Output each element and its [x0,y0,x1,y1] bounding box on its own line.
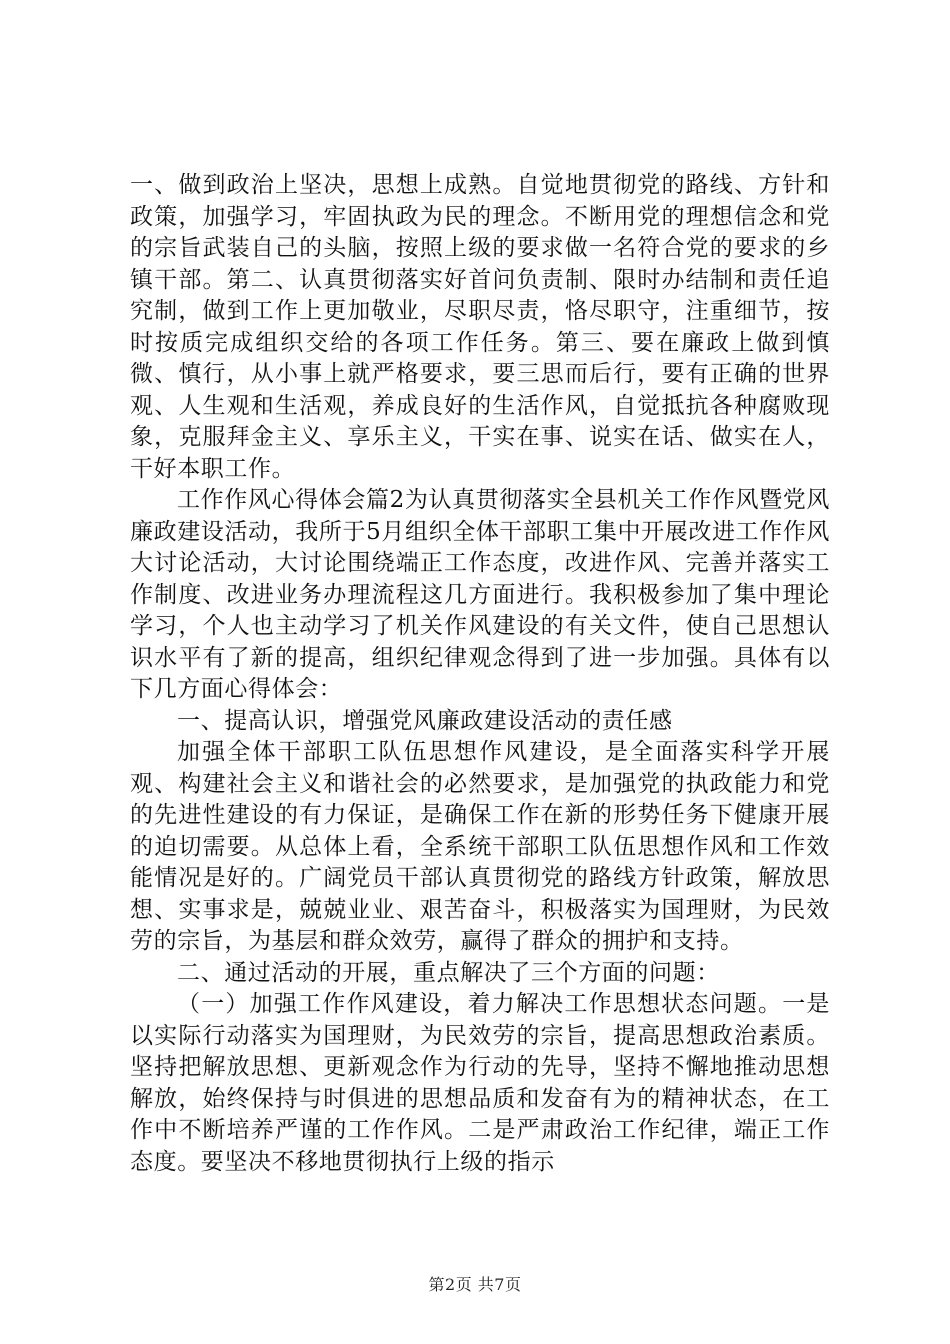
document-body [130,170,830,1178]
section-heading-2: 二、通过活动的开展，重点解决了三个方面的问题： [177,959,720,986]
page-number-footer: 第2页 共7页 [428,1275,522,1294]
section-heading-1: 一、提高认识，增强党风廉政建设活动的责任感 [177,707,673,734]
paragraph-1: 一、做到政治上坚决，思想上成熟。自觉地贯彻党的路线、方针和政策，加强学习，牢固执政为民的理念。不断用党的理想信念和党的宗旨武装自己的头脑，按照上级的要求做一名符合党的要求的乡镇干部。第二、认真贯彻落实好首问负责制、限时办结制和责任追究制，做到工作上更加敬业，尽职尽责，恪尽职守，注重细节，按时按质完成组织交给的各项工作任务。第三、要在廉政上做到慎微、慎行，从小事上就严格要求，要三思而后行，要有正确的世界观、人生观和生活观，养成良好的生活作风，自觉抵抗各种腐败现象，克服拜金主义、享乐主义，干实在事、说实在话、做实在人，干好本职工作。 [130,172,830,482]
paragraph-3: 加强全体干部职工队伍思想作风建设，是全面落实科学开展观、构建社会主义和谐社会的必然要求，是加强党的执政能力和党的先进性建设的有力保证，是确保工作在新的形势任务下健康开展的迫切需要。从总体上看，全系统干部职工队伍思想作风和工作效能情况是好的。广阔党员干部认真贯彻党的路线方针政策，解放思想、实事求是，兢兢业业、艰苦奋斗，积极落实为国理财，为民效劳的宗旨，为基层和群众效劳，赢得了群众的拥护和支持。 [130,739,830,954]
paragraph-4: （一）加强工作作风建设，着力解决工作思想状态问题。一是以实际行动落实为国理财，为民效劳的宗旨，提高思想政治素质。坚持把解放思想、更新观念作为行动的先导，坚持不懈地推动思想解放，始终保持与时俱进的思想品质和发奋有为的精神状态，在工作中不断培养严谨的工作作风。二是严肃政治工作纪律，端正工作态度。要坚决不移地贯彻执行上级的指示 [130,991,830,1175]
paragraph-2: 工作作风心得体会篇2为认真贯彻落实全县机关工作作风暨党风廉政建设活动，我所于5月组织全体干部职工集中开展改进工作作风大讨论活动，大讨论围绕端正工作态度，改进作风、完善并落实工作制度、改进业务办理流程这几方面进行。我积极参加了集中理论学习，个人也主动学习了机关作风建设的有关文件，使自己思想认识水平有了新的提高，组织纪律观念得到了进一步加强。具体有以下几方面心得体会： [130,487,830,702]
